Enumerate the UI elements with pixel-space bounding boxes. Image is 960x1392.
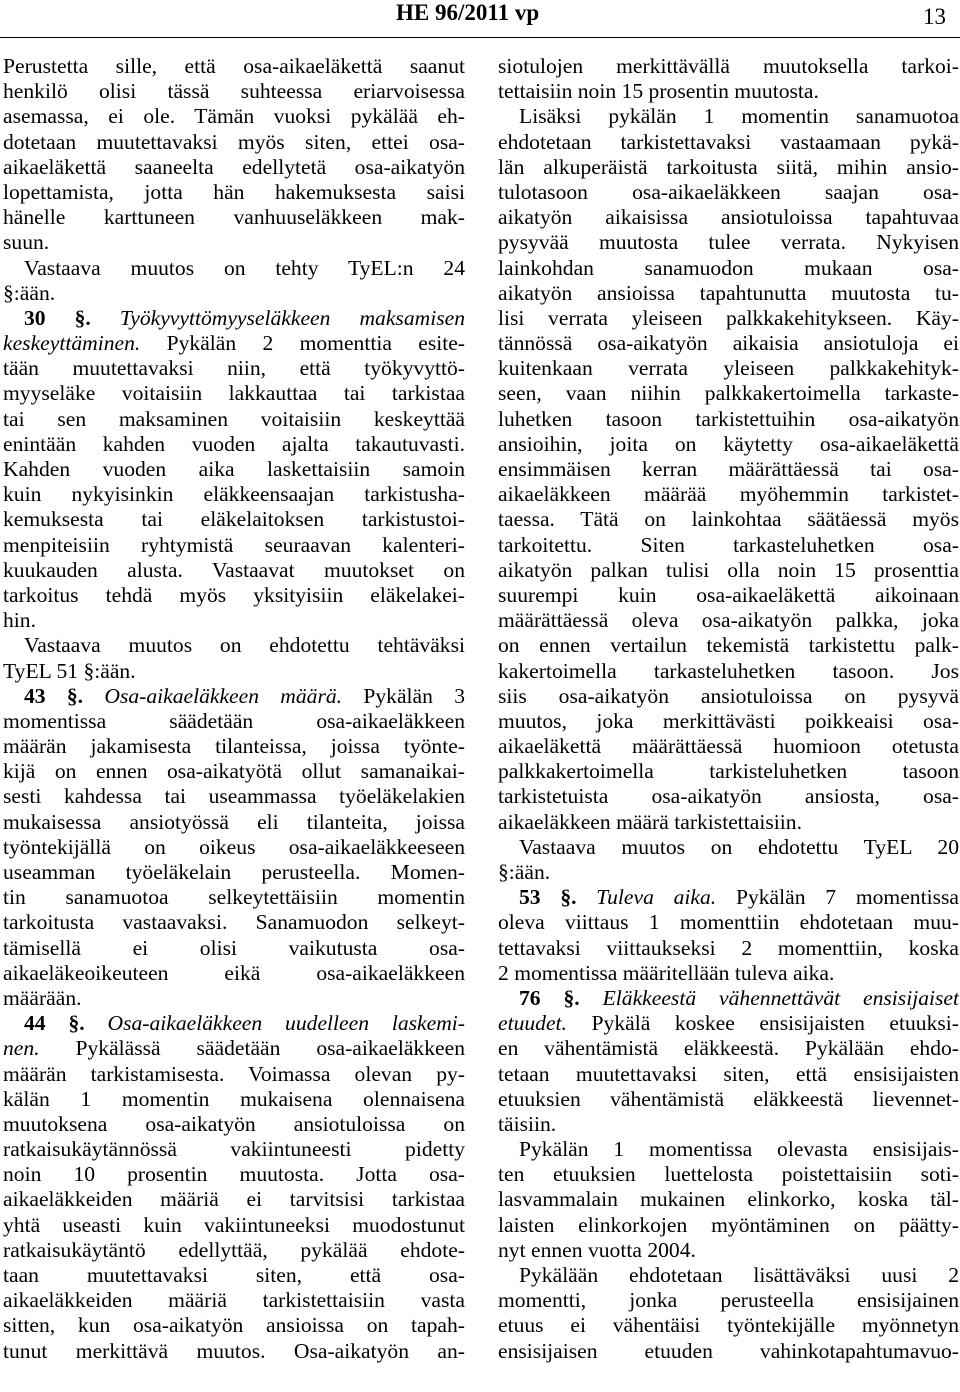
text-line: lasvammalain mukainen elinkorko, koska täl- (498, 1187, 959, 1212)
section-number: §. (68, 1011, 108, 1036)
text-line: siis osa-aikatyön ansiotuloissa on pysyvä (498, 683, 959, 708)
text-line: tunut merkittävä muutos. Osa-aikatyön an- (3, 1338, 465, 1363)
text-line: Vastaava muutos on ehdotettu TyEL 20 (519, 834, 959, 859)
text-line: TyEL 51 §:ään. (3, 658, 136, 683)
text-line: kälän 1 momentin mukaisena olennaisena (3, 1086, 465, 1111)
text-line: 2 momentissa määritellään tuleva aika. (498, 960, 835, 985)
text-line: palkkakertoimella tarkisteluhetken tasoon (498, 759, 959, 784)
text-line: lopettamista, jotta hän hakemuksesta saisi (3, 179, 465, 204)
text-line: taessa. Tätä on lainkohtaa säätäessä myös (498, 507, 959, 532)
text-line: aikaeläkkeen määrä tarkistettaisiin. (498, 809, 802, 834)
text-span: Pykälän 2 momenttia esite- (140, 331, 465, 356)
text-line: tetaan muutettavaksi siten, että ensisijaisten (498, 1061, 959, 1086)
section-number: 76 (519, 985, 564, 1010)
text-line: kakertoimella tarkasteluhetken tasoon. Jos (498, 658, 959, 683)
text-line: täisiin. (498, 1111, 557, 1136)
text-line: hin. (3, 608, 36, 633)
text-line: noin 10 prosentin muutosta. Jotta osa- (3, 1162, 465, 1187)
right-text-column (498, 54, 959, 1390)
text-line: ratkaisukäytäntö edellyttää, pykälää ehdote- (3, 1237, 465, 1262)
text-line: §:ään. (3, 280, 56, 305)
section-number: 30 (24, 305, 75, 330)
text-span: Pykälä koskee ensisijaisten etuuksi- (566, 1011, 959, 1036)
text-line: Lisäksi pykälän 1 momentin sanamuotoa (519, 104, 959, 129)
text-line: ehdotetaan tarkistettavaksi vastaamaan pykä- (498, 129, 959, 154)
text-line: tarkistetuista osa-aikatyön ansiosta, osa- (498, 784, 959, 809)
text-line: kuitenkaan verrata yleiseen palkkakehityk- (498, 356, 959, 381)
text-line: määrän tarkistamisesta. Voimassa olevan py- (3, 1061, 465, 1086)
text-line: lisi verrata yleiseen palkkakehitykseen. Käy- (498, 305, 959, 330)
text-line: laisten elinkorkojen myöntäminen on päätty- (498, 1212, 959, 1237)
text-line: aikaeläkeoikeuteen eikä osa-aikaeläkkeen (3, 960, 465, 985)
section-heading: Tuleva aika. (596, 885, 717, 910)
section-number: 53 (519, 885, 561, 910)
text-line: tettavaksi viittaukseksi 2 momenttiin, koska (498, 935, 959, 960)
text-line: aikaeläkkeiden määriä ei tarvitsisi tarkistaa (3, 1187, 465, 1212)
text-line: tulotasoon osa-aikaeläkkeen saajan osa- (498, 179, 959, 204)
section-heading: Työkyvyttömyyseläkkeen maksamisen (119, 305, 465, 330)
text-line: seen, vaan niihin palkkakertoimella tarkaste- (498, 381, 959, 406)
text-line: ratkaisukäytännössä vakiintuneesti pidetty (3, 1137, 465, 1162)
text-line: aikaeläkkeiden määriä tarkistettaisiin vasta (3, 1288, 465, 1313)
text-line: tarkoitusta vastaavaksi. Sanamuodon selkeyt- (3, 910, 465, 935)
section-number: §. (66, 683, 105, 708)
text-span: Pykälän 3 (342, 683, 465, 708)
text-line: useamman työeläkelain perusteella. Momen- (3, 860, 465, 884)
section-heading: Eläkkeestä vähennettävät ensisijaiset (602, 985, 959, 1010)
text-line: suun. (3, 230, 50, 255)
text-line: muutos, joka merkittävästi poikkeaisi osa- (498, 708, 959, 733)
text-line: aikaeläkettä määrättäessä huomioon otetusta (498, 734, 959, 759)
text-line: momentti, jonka perusteella ensisijainen (498, 1288, 959, 1313)
text-line (498, 986, 959, 1011)
text-line: tin sanamuotoa selkeytettäisiin momentin (3, 885, 465, 910)
text-line: Pykälään ehdotetaan lisättäväksi uusi 2 (519, 1263, 959, 1287)
text-line: ansioihin, joita on käytetty osa-aikaeläkettä (498, 431, 959, 456)
text-line (498, 1011, 959, 1036)
section-heading: nen. (3, 1036, 40, 1061)
text-line: etuuksien vähentämistä eläkkeestä lievennet- (498, 1086, 959, 1111)
text-line: lainkohdan sanamuodon mukaan osa- (498, 255, 959, 280)
text-line: mukaisessa ansiotyössä eli tilanteita, joissa (3, 809, 465, 834)
text-line: sesti kahdessa tai useammassa työeläkelakien (3, 784, 465, 809)
text-line: taan muutettavaksi siten, että osa- (3, 1263, 465, 1287)
section-number: 44 (24, 1011, 69, 1036)
text-line: määrään. (3, 985, 82, 1010)
text-line: tämisellä ei olisi vaikutusta osa- (3, 935, 465, 960)
text-line: henkilö olisi tässä suhteessa eriarvoisessa (3, 79, 465, 104)
text-line: ensimmäisen kerran määrättäessä tai osa- (498, 457, 959, 481)
text-line: yhtä useasti kuin vakiintuneeksi muodostunut (3, 1212, 465, 1237)
text-line: suurempi kuin osa-aikaeläkettä aikoinaan (498, 582, 959, 607)
text-line: siotulojen merkittävällä muutoksella tarkoi- (498, 54, 959, 78)
text-line: momentissa säädetään osa-aikaeläkkeen (3, 708, 465, 733)
header-rule (0, 37, 960, 38)
text-line: myyseläke voitaisiin lakkauttaa tai tarkistaa (3, 381, 465, 406)
text-line (3, 306, 465, 331)
text-line (498, 885, 959, 910)
text-line: kuin nykyisinkin eläkkeensaajan tarkistusha- (3, 482, 465, 507)
section-heading: Osa-aikaeläkkeen uudelleen laskemi- (107, 1011, 465, 1036)
text-line: §:ään. (498, 860, 551, 884)
text-line: kijä on ennen osa-aikatyötä ollut samanaikai- (3, 759, 465, 784)
text-line: tarkoitettu. Siten tarkasteluhetken osa- (498, 532, 959, 557)
section-number: §. (74, 305, 120, 330)
text-line: muutoksena osa-aikatyön ansiotuloissa on (3, 1111, 465, 1136)
text-line: tännössä osa-aikatyön aikaisia ansiotuloja ei (498, 331, 959, 356)
text-line: Pykälän 1 momentissa olevasta ensisijais- (519, 1137, 959, 1162)
text-line: aikatyön aikaisissa ansiotuloissa tapahtuvaa (498, 205, 959, 230)
text-line: luhetken tasoon tarkistettuihin osa-aikatyön (498, 406, 959, 431)
text-line: menpiteisiin ryhtymistä seuraavan kalenteri- (3, 532, 465, 557)
text-line (3, 684, 465, 709)
text-line: tään muutettavaksi niin, että työkyvyttö- (3, 356, 465, 381)
section-heading: Osa-aikaeläkkeen määrä. (104, 683, 343, 708)
text-line: oleva viittaus 1 momenttiin ehdotetaan muu- (498, 910, 959, 935)
text-line: nyt ennen vuotta 2004. (498, 1237, 696, 1262)
text-line: asemassa, ei ole. Tämän vuoksi pykälää eh- (3, 104, 465, 129)
text-line: kemuksesta tai eläkelaitoksen tarkistustoi- (3, 507, 465, 532)
text-line: aikaeläkettä saaneelta edellytetä osa-aikatyön (3, 154, 465, 179)
text-line: työntekijällä on oikeus osa-aikaeläkkeeseen (3, 834, 465, 859)
text-line: län alkuperäistä tarkoitusta siitä, mihin ansio- (498, 154, 959, 179)
text-line: on ennen vertailun tekemistä tarkistettu palk- (498, 633, 959, 658)
text-line: tai sen maksaminen voitaisiin keskeyttää (3, 406, 465, 431)
document-id: HE 96/2011 vp (396, 0, 540, 25)
text-line: dotetaan muutettavaksi myös siten, ettei osa- (3, 129, 465, 154)
section-heading: keskeyttäminen. (3, 331, 141, 356)
text-line: kuukauden alusta. Vastaavat muutokset on (3, 557, 465, 582)
text-line: pysyvää muutosta tulee verrata. Nykyisen (498, 230, 959, 255)
text-line: ensisijaisen etuuden vahinkotapahtumavuo- (498, 1338, 959, 1363)
text-line: määrän jakamisesta tilanteissa, joissa työnte- (3, 734, 465, 759)
text-line (3, 1036, 465, 1061)
text-line (3, 331, 465, 356)
text-line: hänelle karttuneen vanhuuseläkkeen mak- (3, 205, 465, 230)
text-line: tettaisiin noin 15 prosentin muutosta. (498, 79, 819, 104)
text-line: Kahden vuoden aika laskettaisiin samoin (3, 457, 465, 481)
text-line: aikatyön palkan tulisi olla noin 15 prosenttia (498, 557, 959, 582)
text-line: aikatyön ansioissa tapahtunutta muutosta tu- (498, 280, 959, 305)
text-line: aikaeläkkeen määrää myöhemmin tarkistet- (498, 482, 959, 507)
text-line (3, 1011, 465, 1036)
section-number: §. (560, 885, 597, 910)
text-line: Vastaava muutos on tehty TyEL:n 24 (24, 255, 465, 280)
section-number: §. (563, 985, 603, 1010)
text-line: tarkoitus tehdä myös yksityisiin eläkelakei- (3, 582, 465, 607)
text-line: enintään kahden vuoden ajalta takautuvasti. (3, 431, 465, 456)
text-line: ten etuuksien luettelosta poistettaisiin soti- (498, 1162, 959, 1187)
section-number: 43 (24, 683, 67, 708)
text-line: Vastaava muutos on ehdotettu tehtäväksi (24, 633, 465, 658)
text-line: Perustetta sille, että osa-aikaeläkettä saanut (3, 54, 465, 78)
text-line: sitten, kun osa-aikatyön ansioissa on tapah- (3, 1313, 465, 1338)
text-span: Pykälän 7 momentissa (716, 885, 959, 910)
text-line: etuus ei vähentäisi työntekijälle myönnetyn (498, 1313, 959, 1338)
text-line: en vähentämistä eläkkeestä. Pykälään ehdo- (498, 1036, 959, 1061)
page-number: 13 (923, 4, 946, 29)
left-text-column (3, 54, 465, 1390)
section-heading: etuudet. (498, 1011, 567, 1036)
text-span: Pykälässä säädetään osa-aikaeläkkeen (39, 1036, 465, 1061)
text-line: määrättäessä oleva osa-aikatyön palkka, joka (498, 608, 959, 633)
